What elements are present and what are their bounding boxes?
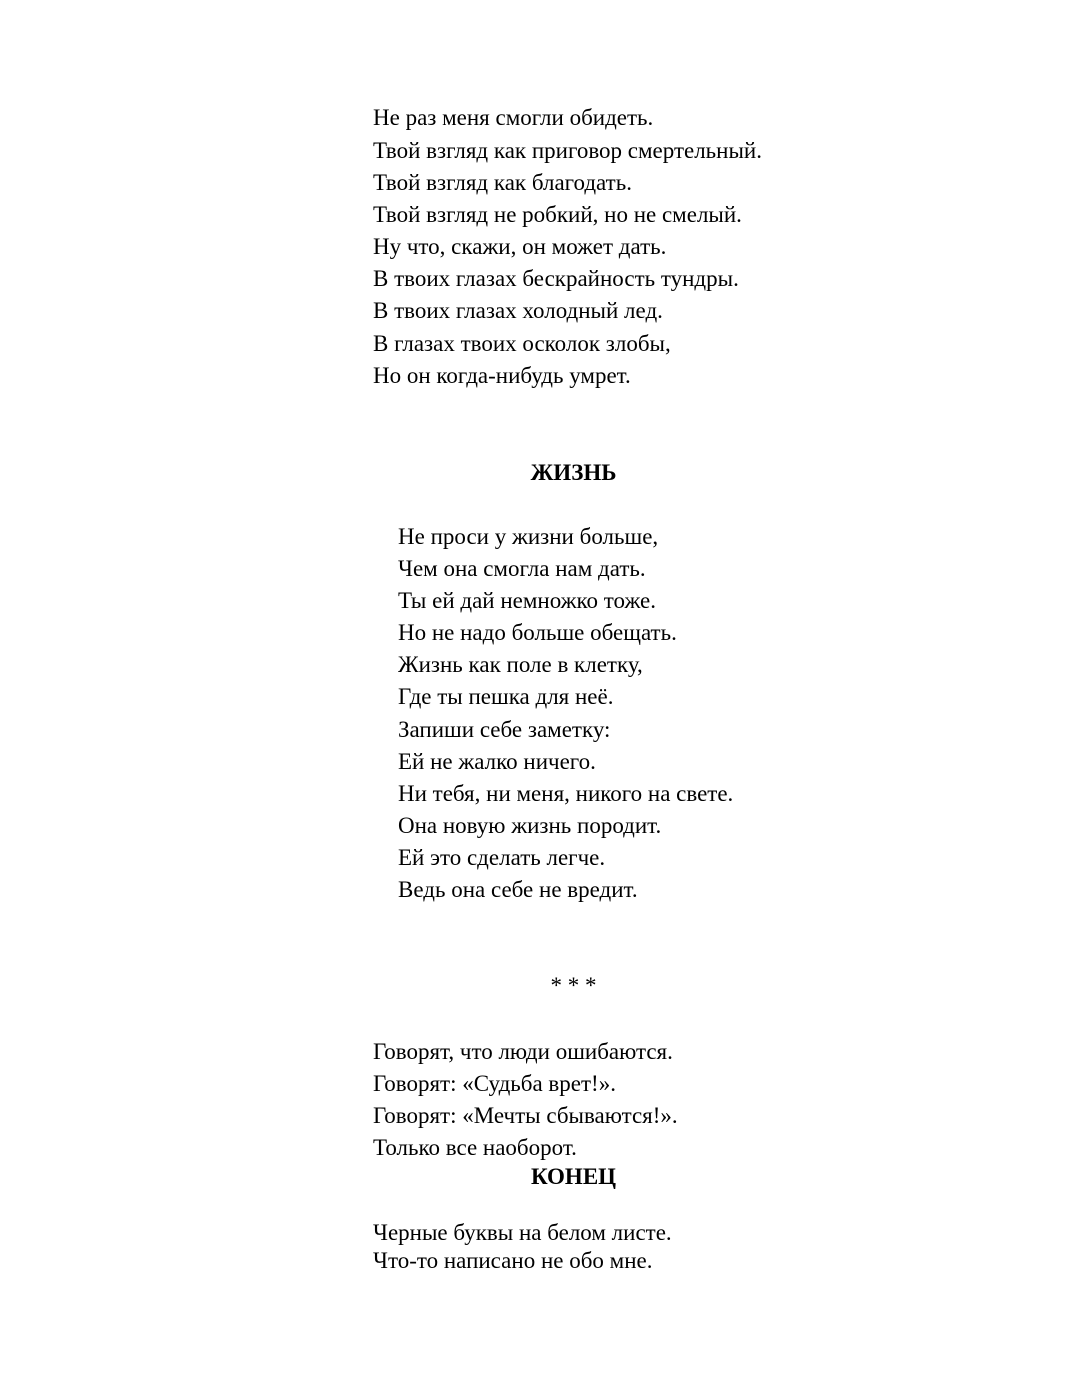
poem-line: В твоих глазах холодный лед.: [373, 298, 663, 323]
poem-line: Чем она смогла нам дать.: [398, 556, 646, 581]
poem-line: Что-то написано не обо мне.: [373, 1248, 653, 1273]
poem-line: Ну что, скажи, он может дать.: [373, 234, 667, 259]
poem-line: Ведь она себе не вредит.: [398, 877, 638, 902]
poem-line: Говорят, что люди ошибаются.: [373, 1039, 673, 1064]
poem-line: Не раз меня смогли обидеть.: [373, 105, 654, 130]
poem-line: Только все наоборот.: [373, 1135, 577, 1160]
poem-line: Твой взгляд не робкий, но не смелый.: [373, 202, 742, 227]
poem-line: Ты ей дай немножко тоже.: [398, 588, 657, 613]
poem-line: В глазах твоих осколок злобы,: [373, 331, 671, 356]
poem-line: Говорят: «Мечты сбываются!».: [373, 1103, 678, 1128]
poem-line: Запиши себе заметку:: [398, 717, 611, 742]
poem-asterisks-title: * * *: [550, 973, 597, 998]
poem-title: ЖИЗНЬ: [530, 460, 617, 485]
poem-line: Твой взгляд как приговор смертельный.: [373, 138, 762, 163]
poem-line: Ей не жалко ничего.: [398, 749, 596, 774]
poem-line: Но он когда-нибудь умрет.: [373, 363, 631, 388]
poem-line: Где ты пешка для неё.: [398, 684, 614, 709]
poem-line: Но не надо больше обещать.: [398, 620, 677, 645]
poem-line: Говорят: «Судьба врет!».: [373, 1071, 616, 1096]
poem-line: Твой взгляд как благодать.: [373, 170, 632, 195]
poem-line: Жизнь как поле в клетку,: [398, 652, 643, 677]
poem-line: Черные буквы на белом листе.: [373, 1220, 672, 1245]
poem-line: В твоих глазах бескрайность тундры.: [373, 266, 739, 291]
poem-line: Ей это сделать легче.: [398, 845, 606, 870]
poem-line: Не проси у жизни больше,: [398, 524, 659, 549]
poem-line: Ни тебя, ни меня, никого на свете.: [398, 781, 734, 806]
poem-line: Она новую жизнь породит.: [398, 813, 662, 838]
poem-title: КОНЕЦ: [530, 1164, 617, 1189]
